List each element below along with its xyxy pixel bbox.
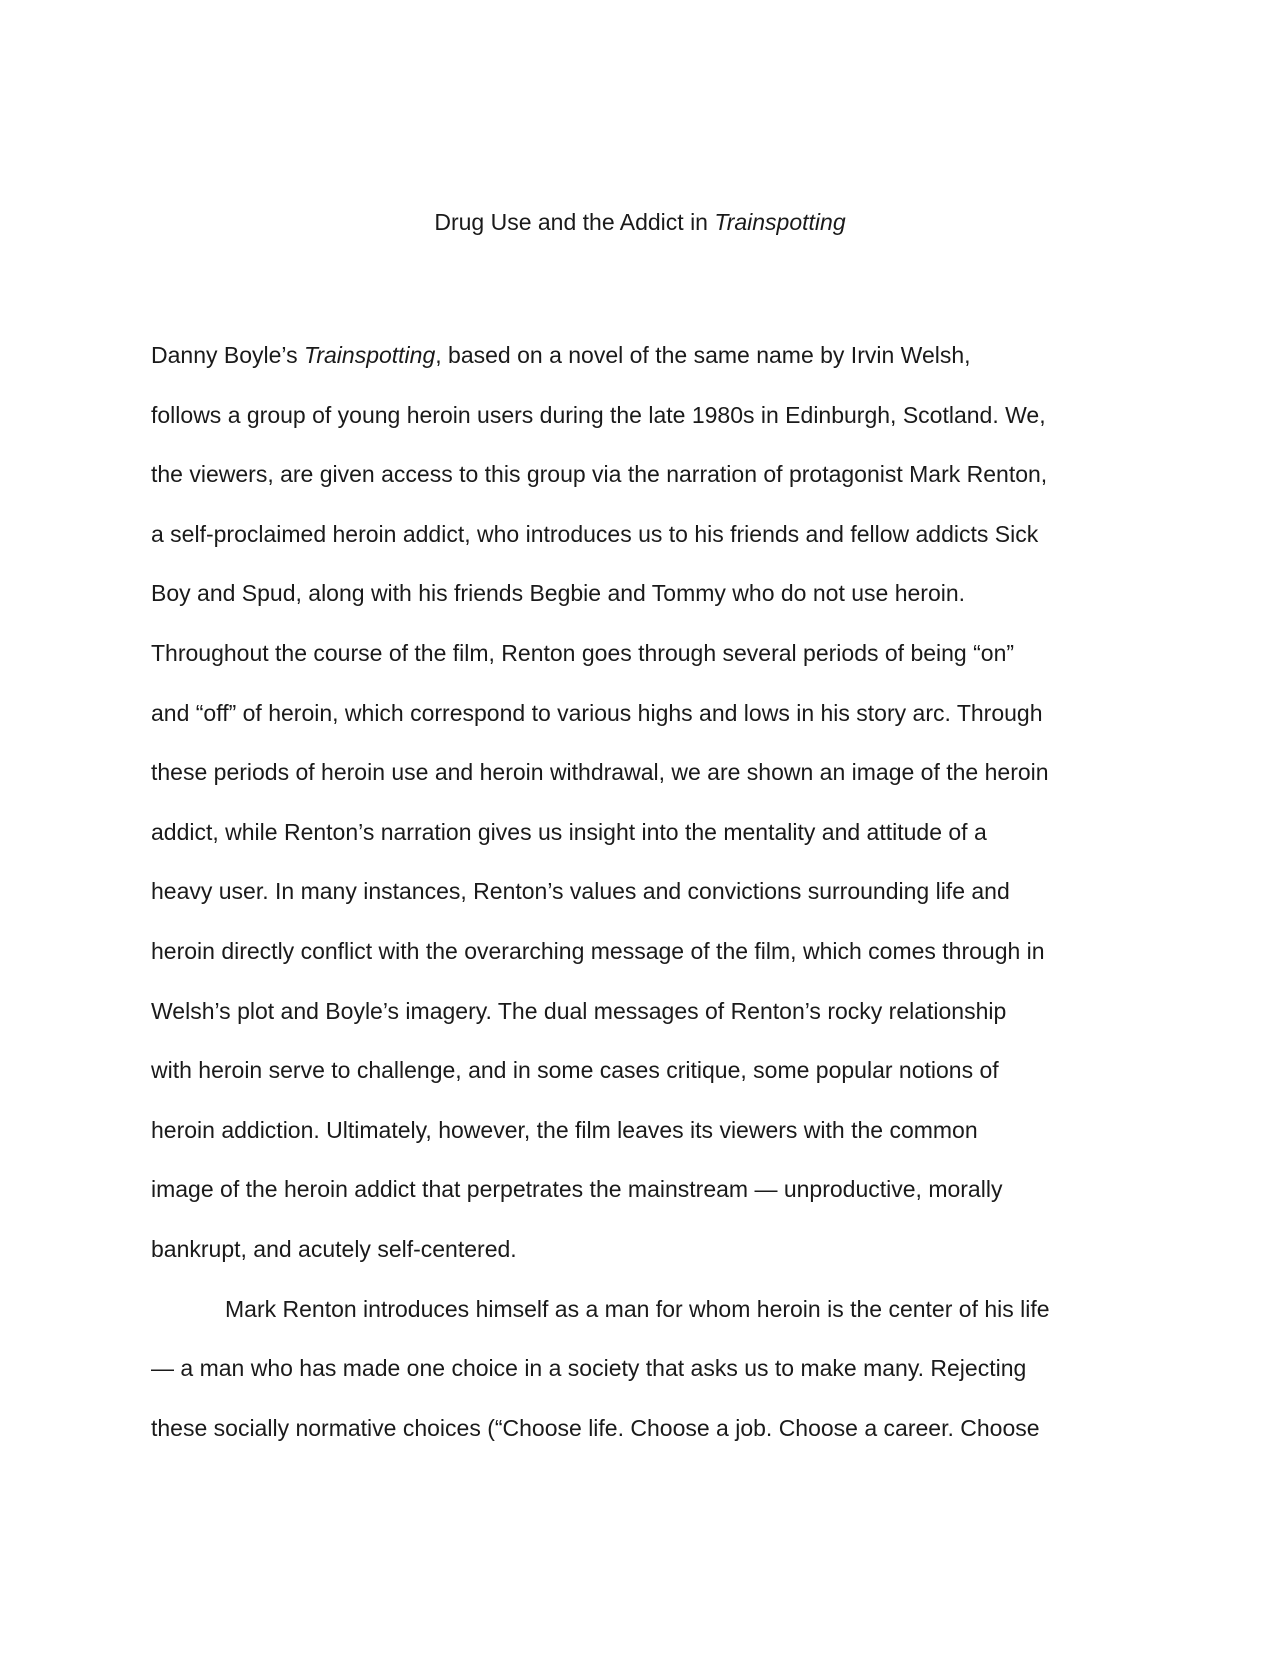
body-line: bankrupt, and acutely self-centered. [151, 1235, 517, 1262]
body-line: image of the heroin addict that perpetrates the mainstream — unproductive, morally [151, 1176, 1003, 1203]
body-line: addict, while Renton’s narration gives us insight into the mentality and attitude of a [151, 818, 987, 845]
body-line: heroin addiction. Ultimately, however, the film leaves its viewers with the common [151, 1116, 978, 1143]
body-line: Throughout the course of the film, Renton goes through several periods of being “on” [151, 639, 1015, 666]
line-text: Danny Boyle’s [151, 342, 304, 368]
line-text: , based on a novel of the same name by Irvin Welsh, [435, 342, 971, 368]
body-line: these socially normative choices (“Choose life. Choose a job. Choose a career. Choose [151, 1414, 1040, 1441]
body-line [151, 326, 1151, 386]
title-italic: Trainspotting [714, 209, 846, 235]
body-line: the viewers, are given access to this group via the narration of protagonist Mark Renton, [151, 461, 1048, 488]
body-line: Boy and Spud, along with his friends Begbie and Tommy who do not use heroin. [151, 580, 966, 607]
body-line: follows a group of young heroin users during the late 1980s in Edinburgh, Scotland. We, [151, 401, 1046, 428]
body-line: heavy user. In many instances, Renton’s values and convictions surrounding life and [151, 878, 1010, 905]
body-line: — a man who has made one choice in a society that asks us to make many. Rejecting [151, 1355, 1027, 1382]
title-prefix: Drug Use and the Addict in [434, 209, 715, 235]
body-line: these periods of heroin use and heroin withdrawal, we are shown an image of the heroin [151, 759, 1049, 786]
document-title [0, 206, 1280, 238]
body-line: and “off” of heroin, which correspond to various highs and lows in his story arc. Through [151, 699, 1043, 726]
body-line-paragraph-start: Mark Renton introduces himself as a man for whom heroin is the center of his life [225, 1295, 1050, 1322]
film-title-italic: Trainspotting [304, 342, 436, 368]
body-line: a self-proclaimed heroin addict, who introduces us to his friends and fellow addicts Sick [151, 520, 1039, 547]
body-line: with heroin serve to challenge, and in some cases critique, some popular notions of [151, 1057, 999, 1084]
body-line: Welsh’s plot and Boyle’s imagery. The dual messages of Renton’s rocky relationship [151, 997, 1007, 1024]
document-body [151, 326, 1151, 1458]
body-line: heroin directly conflict with the overarching message of the film, which comes through in [151, 937, 1045, 964]
